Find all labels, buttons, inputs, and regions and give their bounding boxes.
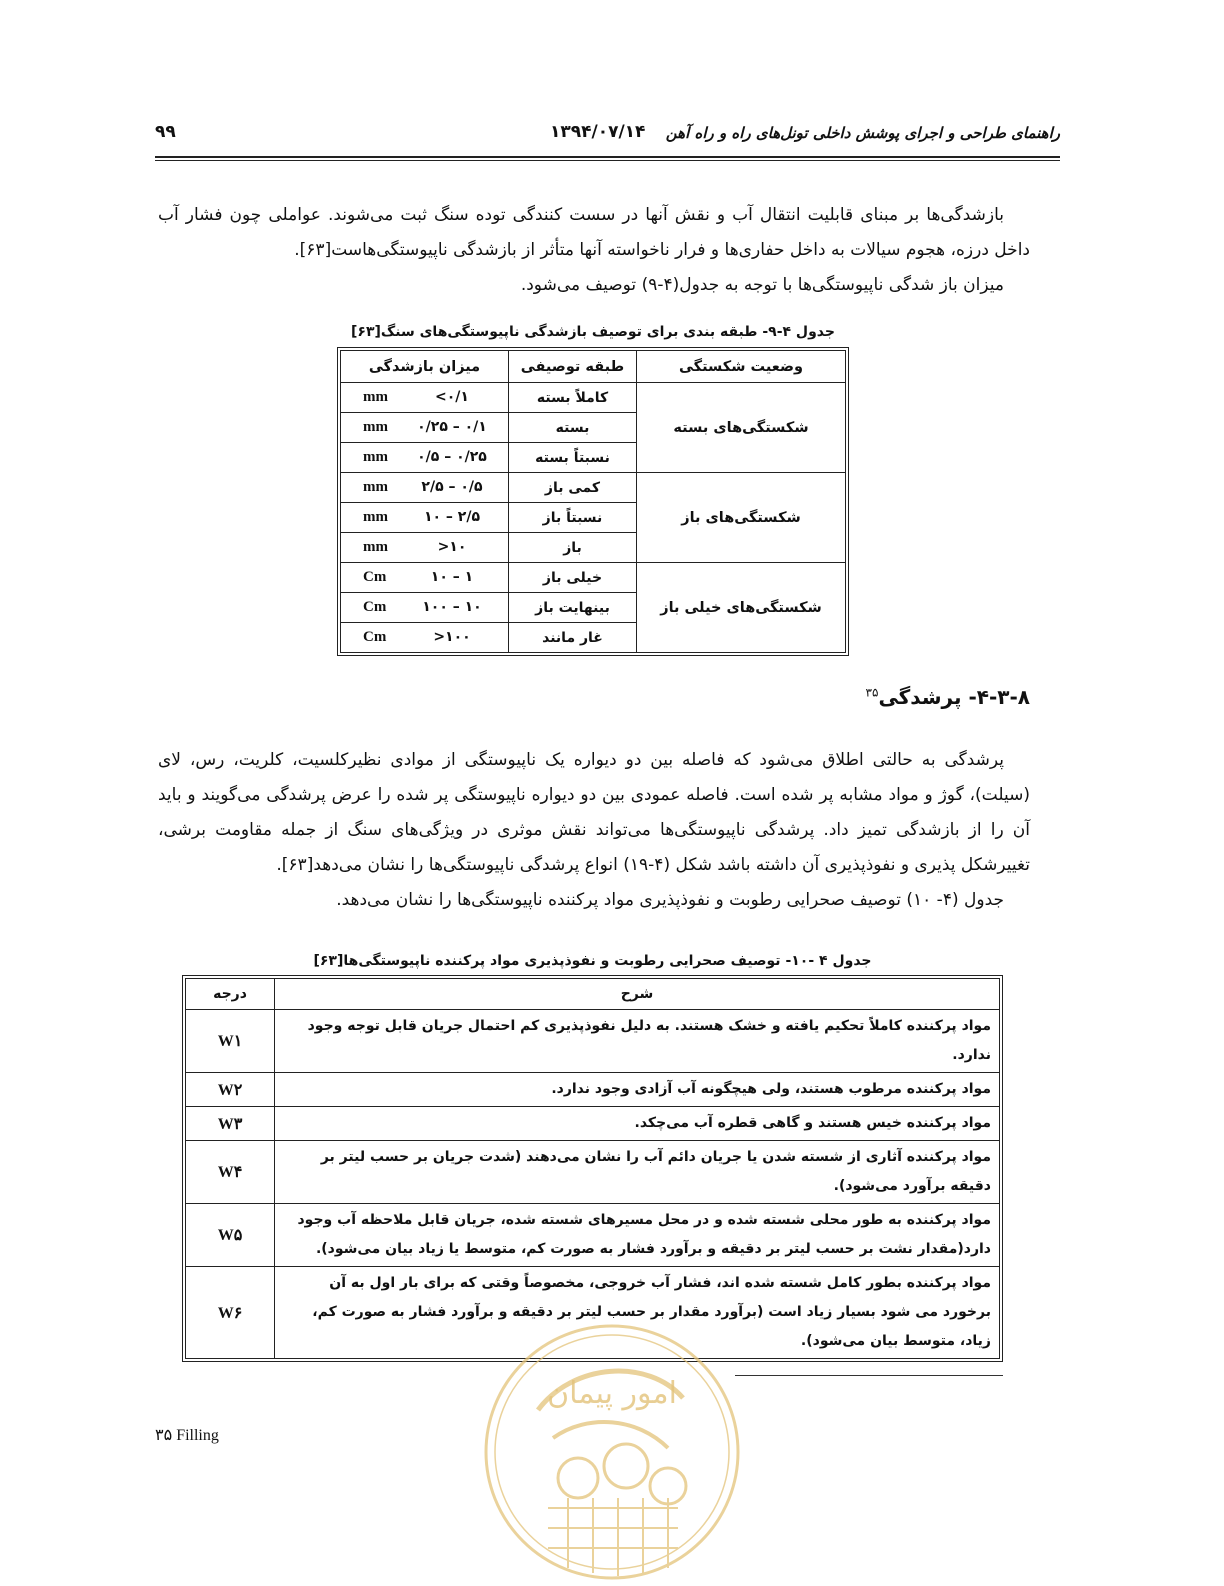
watermark-logo [478,1318,746,1586]
table-row [186,1141,1000,1204]
class-cell: بسته [509,413,637,443]
table-row [186,1204,1000,1267]
grade-cell: W۶ [186,1267,275,1359]
table-row [186,1010,1000,1073]
body-paragraph [158,743,1030,918]
table-header-row [186,979,1000,1010]
value-cell [341,473,509,503]
table-row [341,383,846,413]
class-cell: نسبتاً بسته [509,443,637,473]
table1-caption: جدول ۴-۹- طبقه بندی برای توصیف بازشدگی ناپیوستگی‌های سنگ[۶۳] [351,324,835,340]
watermark-logo-text: امور پیمان [547,1376,677,1411]
group-label: شکستگی‌های خیلی باز [637,563,846,653]
value-cell [341,533,509,563]
value: ۲/۵ – ۰/۵ [421,479,483,495]
unit: Cm [363,599,387,615]
value-cell [341,623,509,653]
class-cell: غار مانند [509,623,637,653]
header-rule-thin [155,160,1060,161]
value-cell [341,503,509,533]
footnote-number: ۳۵ [155,1427,173,1444]
class-cell: نسبتاً باز [509,503,637,533]
unit: mm [363,479,388,495]
aperture-classification-table [340,350,846,653]
table-header-row [341,351,846,383]
value: ۰/۲۵ – ۰/۱ [417,419,487,435]
body-text: پرشدگی به حالتی اطلاق می‌شود که فاصله بین دو دیواره یک ناپیوستگی از موادی نظیرکلسیت، کلریت، رس، لای (سیلت)، گوژ و مواد مشابه پر شده است. فاصله عمودی بین دو دیواره ناپیوستگی پر شده را عرض پرشدگی می‌گویند و باید آن را از بازشدگی تمیز داد. پرشدگی ناپیوستگی‌ها می‌تواند نقش موثری در ویژگی‌های سنگ از جمله مقاومت برشی، تغییرشکل پذیری و نفوذپذیری آن داشته باشد شکل (۴-۱۹) انواع پرشدگی ناپیوستگی‌ها را نشان می‌دهد[۶۳]. [158,750,1030,875]
unit: mm [363,419,388,435]
value-cell [341,563,509,593]
unit: Cm [363,629,387,645]
footnote-text: Filling [176,1427,219,1444]
table2-caption: جدول ۴ -۱۰- توصیف صحرایی رطوبت و نفوذپذیری مواد پرکننده ناپیوستگی‌ها[۶۳] [313,953,872,969]
col-header-desc: شرح [275,979,1000,1010]
class-cell: کاملاً بسته [509,383,637,413]
class-cell: بینهایت باز [509,593,637,623]
table-row [186,1107,1000,1141]
col-header-class: طبقه توصیفی [509,351,637,383]
value: ۰/۵ – ۰/۲۵ [417,449,487,465]
group-label: شکستگی‌های بسته [637,383,846,473]
description-cell: مواد پرکننده خیس هستند و گاهی قطره آب می‌چکد. [275,1107,1000,1141]
infill-moisture-table [185,978,1000,1359]
col-header-status: وضعیت شکستگی [637,351,846,383]
table-row [341,473,846,503]
body-table-ref: جدول (۴- ۱۰) توصیف صحرایی رطوبت و نفوذپذیری مواد پرکننده ناپیوستگی‌ها را نشان می‌دهد. [336,890,1004,910]
value-cell [341,443,509,473]
grade-cell: W۲ [186,1073,275,1107]
unit: mm [363,449,388,465]
value: >۱۰۰ [433,629,471,645]
grade-cell: W۴ [186,1141,275,1204]
table-row [341,563,846,593]
unit: mm [363,539,388,555]
class-cell: خیلی باز [509,563,637,593]
description-cell: مواد پرکننده به طور محلی شسته شده و در محل مسیرهای شسته شده، جریان قابل ملاحظه آب وجود دارد(مقدار نشت بر حسب لیتر بر دقیقه و برآورد فشار به صورت کم، متوسط یا زیاد بیان می‌شود). [275,1204,1000,1267]
unit: mm [363,389,388,405]
value: ۱۰ – ۱ [430,569,474,585]
grade-cell: W۵ [186,1204,275,1267]
value: ۱۰۰ – ۱۰ [422,599,482,615]
group-label: شکستگی‌های باز [637,473,846,563]
page-header [155,118,1060,154]
value: ۱۰ – ۲/۵ [423,509,481,525]
description-cell: مواد پرکننده کاملاً تحکیم یافته و خشک هستند. به دلیل نفوذپذیری کم احتمال جریان قابل توجه وجود ندارد. [275,1010,1000,1073]
document-title: راهنمای طراحی و اجرای پوشش داخلی تونل‌های راه و راه آهن [665,124,1060,142]
description-cell: مواد پرکننده بطور کامل شسته شده اند، فشار آب خروجی، مخصوصاً وقتی که برای بار اول به آن برخورد می شود بسیار زیاد است (برآورد مقدار بر حسب لیتر بر دقیقه و برآورد فشار به صورت کم، زیاد، متوسط بیان می‌شود). [275,1267,1000,1359]
intro-table-ref: میزان باز شدگی ناپیوستگی‌ها با توجه به جدول(۴-۹) توصیف می‌شود. [520,275,1004,295]
table-row [186,1073,1000,1107]
grade-cell: W۳ [186,1107,275,1141]
footnote [155,1425,219,1445]
class-cell: باز [509,533,637,563]
col-header-grade: درجه [186,979,275,1010]
intro-text: بازشدگی‌ها بر مبنای قابلیت انتقال آب و نقش آنها در سست کنندگی توده سنگ ثبت می‌شوند. عواملی چون فشار آب داخل درزه، هجوم سیالات به داخل حفاری‌ها و فرار ناخواسته آنها متأثر از بازشدگی ناپیوستگی‌هاست[۶۳]. [158,205,1030,260]
unit: mm [363,509,388,525]
value-cell [341,413,509,443]
col-header-value: میزان بازشدگی [341,351,509,383]
value-cell [341,593,509,623]
section-heading [866,685,1030,709]
unit: Cm [363,569,387,585]
document-date: ۱۳۹۴/۰۷/۱۴ [550,122,646,142]
description-cell: مواد پرکننده مرطوب هستند، ولی هیچگونه آب آزادی وجود ندارد. [275,1073,1000,1107]
value: <۰/۱ [435,389,469,405]
class-cell: کمی باز [509,473,637,503]
value: >۱۰ [437,539,467,555]
value-cell [341,383,509,413]
section-title: پرشدگی [878,685,962,709]
header-rule [155,156,1060,158]
footnote-ref: ۳۵ [865,685,879,700]
description-cell: مواد پرکننده آثاری از شسته شدن یا جریان دائم آب را نشان می‌دهند (شدت جریان بر حسب لیتر بر دقیقه برآورد می‌شود). [275,1141,1000,1204]
grade-cell: W۱ [186,1010,275,1073]
footnote-rule [735,1375,1003,1376]
section-number: ۴-۳-۸- [968,685,1030,709]
intro-paragraph [158,198,1030,303]
page-number: ۹۹ [155,122,176,142]
